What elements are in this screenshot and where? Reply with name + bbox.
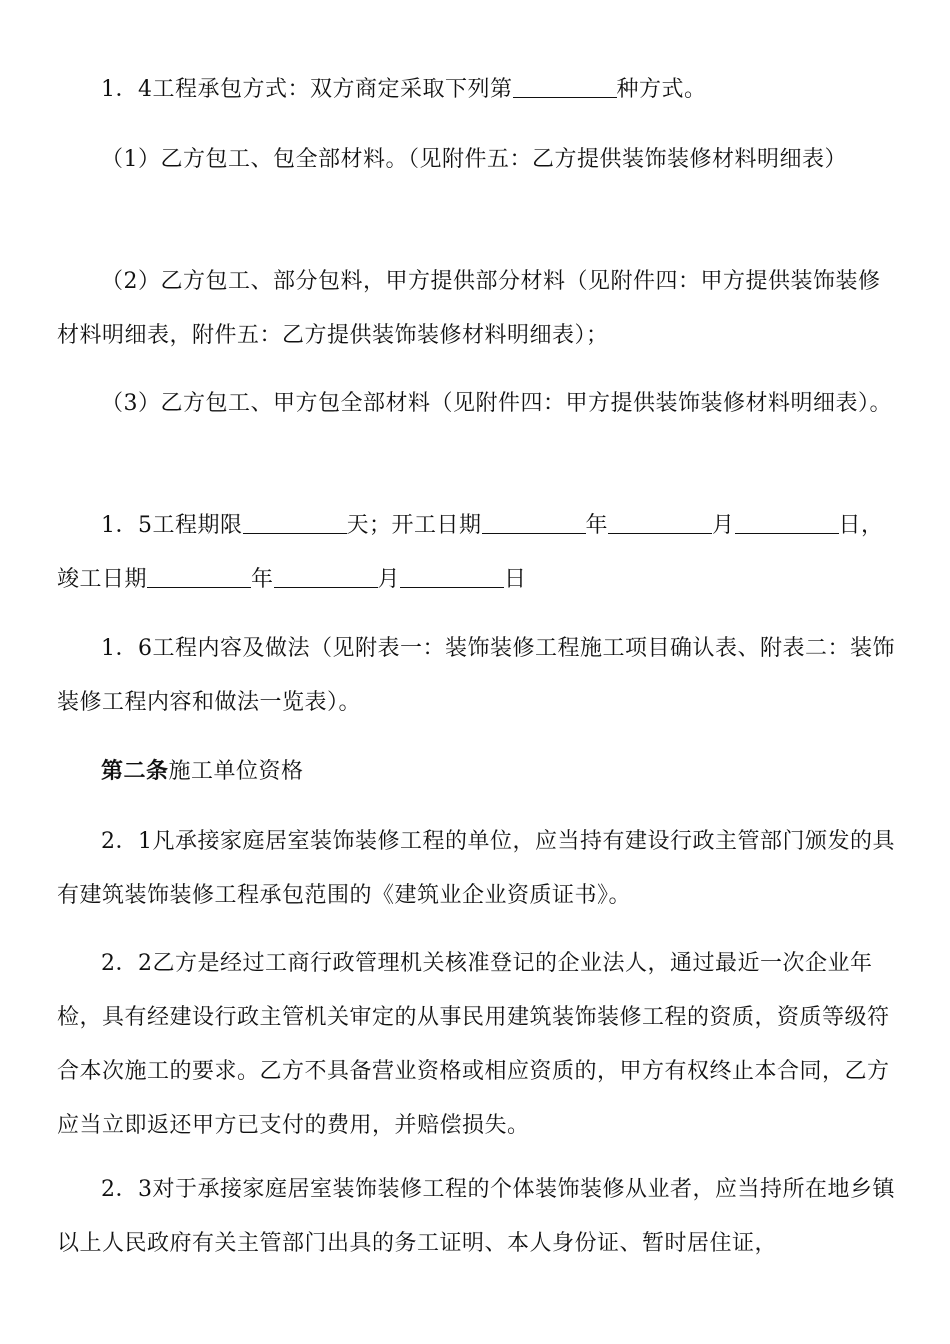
clause-1-4 <box>57 63 897 117</box>
end-year-label: 年 <box>251 567 274 592</box>
article-2-number: 第二条 <box>101 758 169 784</box>
option-3: （3）乙方包工、甲方包全部材料（见附件四：甲方提供装饰装修材料明细表）。 <box>101 391 892 416</box>
clause-1-5-start-label: 天；开工日期 <box>346 513 482 538</box>
end-month-label: 月 <box>377 567 401 592</box>
blank-duration-days[interactable] <box>243 513 347 534</box>
clause-2-3: 2．3对于承接家庭居室装饰装修工程的个体装饰装修从业者，应当持所在地乡镇以上人民政府有关主管部门出具的务工证明、本人身份证、暂时居住证， <box>57 1177 895 1256</box>
article-2-title: 施工单位资格 <box>168 759 304 784</box>
clause-2-2: 2．2乙方是经过工商行政管理机关核准登记的企业法人，通过最近一次企业年检，具有经建设行政主管机关审定的从事民用建筑装饰装修工程的资质，资质等级符合本次施工的要求。乙方不具备营业资格或相应资质的，甲方有权终止本合同，乙方应当立即返还甲方已支付的费用，并赔偿损失。 <box>57 951 890 1138</box>
article-2-heading <box>57 744 897 799</box>
blank-start-day[interactable] <box>735 513 839 534</box>
clause-1-5 <box>57 499 897 607</box>
end-day-label: 日 <box>504 567 527 592</box>
blank-start-year[interactable] <box>482 513 586 534</box>
clause-2-1: 2．1凡承接家庭居室装饰装修工程的单位，应当持有建设行政主管部门颁发的具有建筑装饰装修工程承包范围的《建筑业企业资质证书》。 <box>57 829 895 908</box>
blank-end-month[interactable] <box>274 567 378 588</box>
clause-1-6: 1．6工程内容及做法（见附表一：装饰装修工程施工项目确认表、附表二：装饰装修工程内容和做法一览表）。 <box>57 636 895 715</box>
blank-method-number[interactable] <box>513 77 617 98</box>
start-month-label: 月 <box>712 513 735 538</box>
option-2: （2）乙方包工、部分包料，甲方提供部分材料（见附件四：甲方提供装饰装修材料明细表，附件五：乙方提供装饰装修材料明细表）； <box>57 269 881 348</box>
blank-end-day[interactable] <box>400 567 504 588</box>
start-year-label: 年 <box>585 513 609 538</box>
blank-end-year[interactable] <box>147 567 251 588</box>
blank-start-month[interactable] <box>608 513 712 534</box>
clause-1-5-label: 1．5工程期限 <box>101 513 243 538</box>
option-1: （1）乙方包工、包全部材料。（见附件五：乙方提供装饰装修材料明细表） <box>101 147 847 172</box>
clause-1-4-tail: 种方式。 <box>616 77 707 102</box>
clause-1-4-text: 1．4工程承包方式：双方商定采取下列第 <box>101 77 513 102</box>
clause-1-5-end-label: 日，竣工日期 <box>57 513 884 592</box>
